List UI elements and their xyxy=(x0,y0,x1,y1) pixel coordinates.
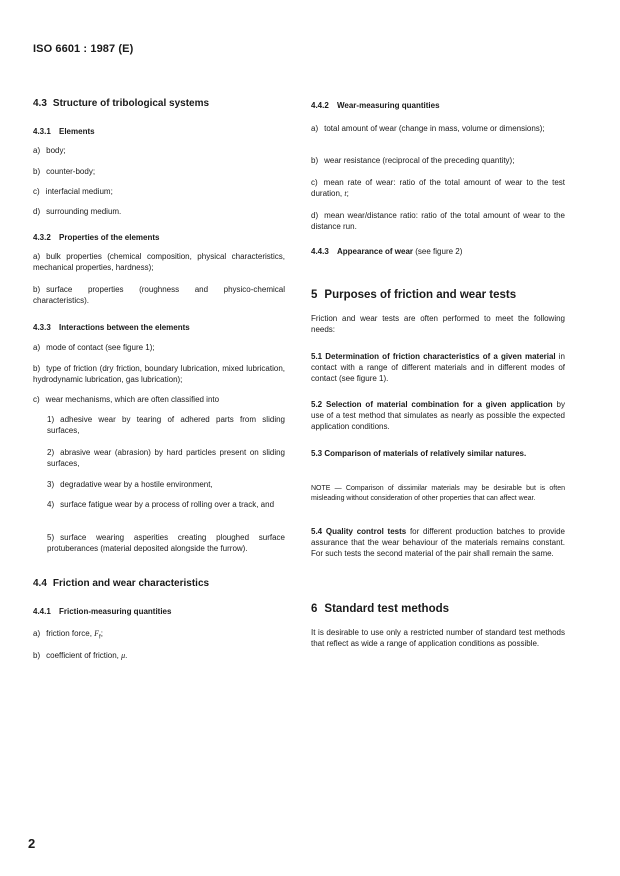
sub-list-item: 5) surface wearing asperities creating ploughed surface protuberances (material deposited alongside the furrow). xyxy=(47,533,285,553)
section-5-4-text: 5.4 Quality control tests for different production batches to provide assurance that the wear behaviour of the materials remains constant. For such tests the second material of the pair shall remain the same. xyxy=(311,527,565,558)
section-4-4-2-heading: 4.4.2 Wear-measuring quantities xyxy=(311,101,440,110)
list-item: d) mean wear/distance ratio: ratio of the total amount of wear to the distance run. xyxy=(311,211,565,231)
list-item: a) friction force, $F_f$; xyxy=(33,629,103,641)
section-5-intro: Friction and wear tests are often performed to meet the following needs: xyxy=(311,314,565,334)
list-item: c) interfacial medium; xyxy=(33,187,113,196)
list-item: d) surrounding medium. xyxy=(33,207,122,216)
section-4-3-3-heading: 4.3.3 Interactions between the elements xyxy=(33,323,190,332)
document-header: ISO 6601 : 1987 (E) xyxy=(33,43,134,55)
list-item: b) coefficient of friction, μ. xyxy=(33,651,128,660)
list-item: a) total amount of wear (change in mass, volume or dimensions); xyxy=(311,124,545,133)
list-item: a) body; xyxy=(33,146,66,155)
section-4-3-2-heading: 4.3.2 Properties of the elements xyxy=(33,233,160,242)
list-item: b) type of friction (dry friction, boundary lubrication, mixed lubrication, hydrodynamic lubrication, gas lubrication); xyxy=(33,364,285,384)
section-4-3-heading: 4.3 Structure of tribological systems xyxy=(33,98,210,109)
section-5-heading: 5 Purposes of friction and wear tests xyxy=(311,289,517,301)
section-6-text: It is desirable to use only a restricted number of standard test methods that reflect as wide a range of application conditions as possible. xyxy=(311,628,565,648)
note: NOTE — Comparison of dissimilar materials may be desirable but is often misleading without consideration of other properties that can affect wear. xyxy=(311,485,565,502)
section-4-4-3-heading: 4.4.3 Appearance of wear (see figure 2) xyxy=(311,247,463,256)
section-5-3-text: 5.3 Comparison of materials of relatively similar natures. xyxy=(311,449,527,458)
sub-list-item: 1) adhesive wear by tearing of adhered parts from sliding surfaces, xyxy=(47,415,285,435)
list-item: c) wear mechanisms, which are often classified into xyxy=(33,395,220,404)
section-6-heading: 6 Standard test methods xyxy=(311,603,450,615)
list-item: b) wear resistance (reciprocal of the preceding quantity); xyxy=(311,156,515,165)
section-5-2-text: 5.2 Selection of material combination for a given application by use of a test method that simulates as nearly as possible the expected application conditions. xyxy=(311,400,565,431)
page-number: 2 xyxy=(28,836,36,851)
section-4-3-1-heading: 4.3.1 Elements xyxy=(33,127,95,136)
section-5-1-text: 5.1 Determination of friction characteristics of a given material in contact with a range of different materials and in different modes of contact (see figure 1). xyxy=(311,352,566,383)
sub-list-item: 3) degradative wear by a hostile environment, xyxy=(47,480,213,489)
list-item: b) surface properties (roughness and physico-chemical characteristics). xyxy=(33,285,285,305)
sub-list-item: 4) surface fatigue wear by a process of rolling over a track, and xyxy=(47,500,275,509)
section-4-4-heading: 4.4 Friction and wear characteristics xyxy=(33,578,210,589)
list-item: c) mean rate of wear: ratio of the total amount of wear to the test duration, t; xyxy=(311,178,565,198)
list-item: a) bulk properties (chemical composition, physical characteristics, mechanical properties, hardness); xyxy=(33,252,285,272)
sub-list-item: 2) abrasive wear (abrasion) by hard particles present on sliding surfaces, xyxy=(47,448,285,468)
list-item: b) counter-body; xyxy=(33,167,96,176)
list-item: a) mode of contact (see figure 1); xyxy=(33,343,155,352)
section-4-4-1-heading: 4.4.1 Friction-measuring quantities xyxy=(33,607,172,616)
